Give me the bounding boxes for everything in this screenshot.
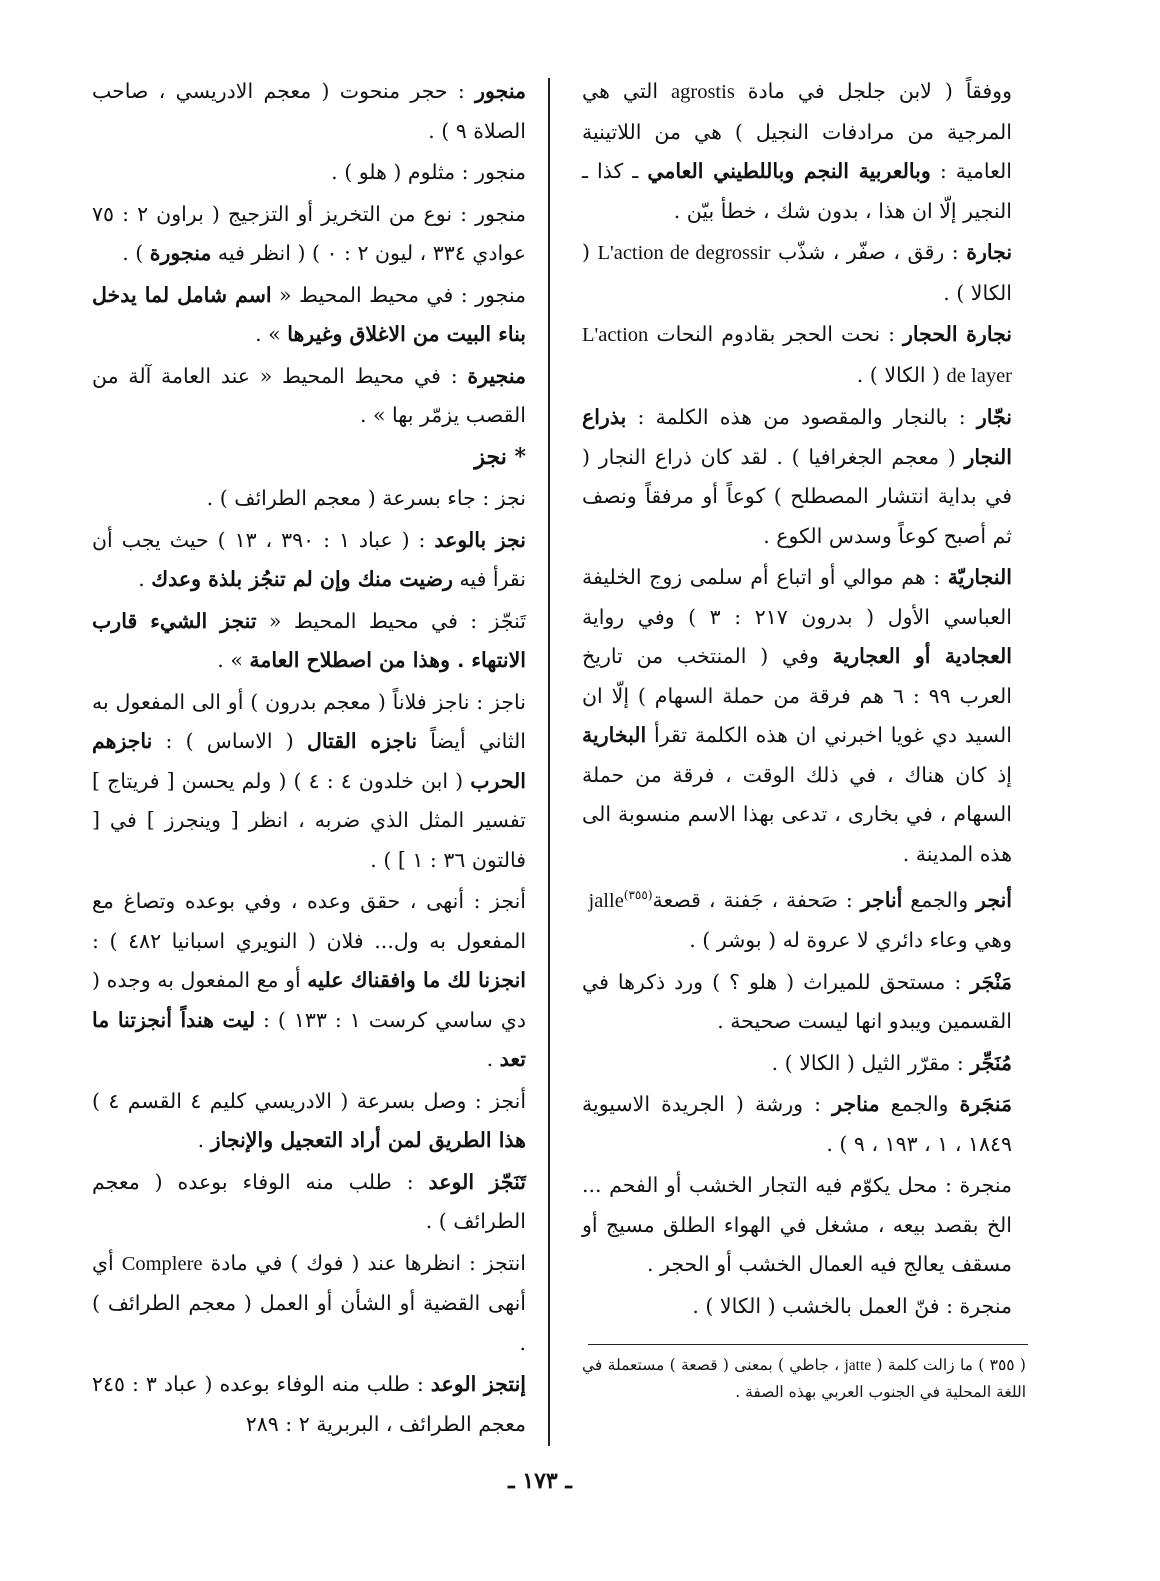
headword: أنجر	[976, 887, 1012, 912]
entry-paragraph: مَنْجَر : مستحق للميراث ( هلو ؟ ) ورد ذكرها في القسمين ويبدو انها ليست صحيحة .	[582, 969, 1012, 1034]
headword: مُنَجِّر	[970, 1050, 1012, 1075]
entry-paragraph: أنجز : وصل بسرعة ( الادريسي كليم ٤ القسم ٤ ) هذا الطريق لمن أراد التعجيل والإنجاز .	[92, 1088, 527, 1152]
headword: منجيرة	[467, 363, 526, 388]
headword: منجور	[475, 79, 526, 103]
footnote-marker: (٣٥٥)	[623, 888, 653, 902]
entry-paragraph: أنجر والجمع أناجر : صَحفة ، جَفنة ، قصعة$^{(٣٥٥)}$ jalle وهي وعاء دائري لا عروة له ( بوشر ) .	[582, 887, 1012, 953]
footnote: ( ٣٥٥ ) ما زالت كلمة ( jatte ، جاطي ) بمعنى ( قصعة ) مستعملة في اللغة المحلية في الجنوب العربي بهذه الصفة .	[582, 1356, 1026, 1401]
headword: مَنجَرة	[959, 1092, 1013, 1117]
headword: نجارة الحجار	[903, 322, 1013, 346]
entry-paragraph: منجور : حجر منحوت ( معجم الادريسي ، صاحب الصلاة ٩ ) .	[92, 79, 526, 143]
left-column	[92, 72, 526, 1446]
entry-paragraph: نجز بالوعد : ( عباد ١ : ٣٩٠ ، ١٣ ) حيث يجب أن نقرأ فيه رضيت منك وإن لم تنجُز بلذة وعدك .	[92, 527, 526, 591]
entry-paragraph: منجور : في محيط المحيط « اسم شامل لما يدخل بناء البيت من الاغلاق وغيرها » .	[92, 282, 526, 346]
entry-paragraph: منجيرة : في محيط المحيط « عند العامة آلة من القصب يزمّر بها » .	[92, 363, 526, 427]
entry-paragraph: تَنَجّز الوعد : طلب منه الوفاء بوعده ( معجم الطرائف ) .	[92, 1169, 526, 1233]
page-number: ـ ١٧٣ ـ	[508, 1468, 572, 1494]
entry-paragraph: إنتجز الوعد : طلب منه الوفاء بوعده ( عباد ٣ : ٢٤٥ معجم الطرائف ، البربرية ٢ : ٢٨٩	[92, 1372, 527, 1436]
entry-paragraph: نجز : جاء بسرعة ( معجم الطرائف ) .	[206, 486, 526, 510]
entry-paragraph: ووفقاً ( لابن جلجل في مادة agrostis التي هي المرجية من مرادفات النجيل ) هي من اللاتينية العامية : وبالعربية النجم وباللطيني العامي ـ كذا ـ النجير إلّا ان هذا ، بدون شك ، خطأ بيّن .	[582, 79, 1012, 223]
footnote-rule	[588, 1344, 1028, 1345]
entry-paragraph: نجّار : بالنجار والمقصود من هذه الكلمة : بذراع النجار ( معجم الجغرافيا ) . لقد كان ذراع النجار ( في بداية انتشار المصطلح ) كوعاً أو مرفقاً ونصف ثم أصبح كوعاً وسدس الكوع .	[582, 405, 1012, 548]
headword: نجّار	[976, 405, 1012, 429]
entry-paragraph: ناجز : ناجز فلاناً ( معجم بدرون ) أو الى المفعول به الثاني أيضاً ناجزه القتال ( الاساس ) : ناجزهم الحرب ( ابن خلدون ٤ : ٤ ) ( ولم يحسن [ فريتاج ] تفسير المثل الذي ضربه ، انظر [ وينجرز ] في [ فالتون ٣٦ : ١ ] ) .	[92, 689, 527, 872]
headword: تَنَجّز الوعد	[428, 1169, 526, 1194]
entry-paragraph: انتجز : انظرها عند ( فوك ) في مادة Complere أي أنهى القضية أو الشأن أو العمل ( معجم الطرائف ) .	[92, 1250, 526, 1355]
entry-paragraph: مَنجَرة والجمع مناجر : ورشة ( الجريدة الاسيوية ١٨٤٩ ، ١ ، ١٩٣ ، ٩ ) .	[582, 1092, 1013, 1156]
right-column	[582, 72, 1012, 1328]
column-divider	[548, 78, 550, 1446]
headword: مَنْجَر	[970, 969, 1012, 994]
entry-paragraph: نجارة الحجار : نحت الحجر بقادوم النحات L'action de layer ( الكالا ) .	[582, 322, 1013, 387]
headword: إنتجز الوعد	[430, 1372, 527, 1396]
entry-paragraph: تَنجّز : في محيط المحيط « تنجز الشيء قارب الانتهاء . وهذا من اصطلاح العامة » .	[92, 608, 526, 672]
entry-paragraph: منجرة : فنّ العمل بالخشب ( الكالا ) .	[692, 1293, 1012, 1318]
section-heading: * نجز	[474, 443, 526, 470]
headword: نجارة	[966, 240, 1013, 264]
headword: نجز بالوعد	[434, 527, 526, 552]
entry-paragraph: النجاريّة : هم موالي أو اتباع أم سلمى زوج الخليفة العباسي الأول ( بدرون ٢١٧ : ٣ ) وفي رواية العجادية أو العجارية وفي ( المنتخب من تاريخ العرب ٩٩ : ٦ هم فرقة من حملة السهام ) إلّا ان السيد دي غويا اخبرني ان هذه الكلمة تقرأ البخارية إذ كان هناك ، في ذلك الوقت ، فرقة من حملة السهام ، في بخارى ، تدعى بهذا الاسم منسوبة الى هذه المدينة .	[582, 565, 1013, 866]
entry-paragraph: منجور : نوع من التخريز أو التزجيج ( براون ٢ : ٧٥ عوادي ٣٣٤ ، ليون ٢ : ٠ ) ( انظر فيه منجورة ) .	[92, 201, 526, 265]
entry-paragraph: منجور : مثلوم ( هلو ) .	[331, 160, 526, 184]
headword: النجاريّة	[947, 565, 1012, 589]
entry-paragraph: منجرة : محل يكوّم فيه التجار الخشب أو الفحم ... الخ بقصد بيعه ، مشغل في الهواء الطلق مسيج أو مسقف يعالج فيه العمال الخشب أو الحجر .	[582, 1173, 1012, 1277]
entry-paragraph: نجارة : رقق ، صفّر ، شذّب L'action de degrossir ( الكالا ) .	[582, 240, 1013, 305]
entry-paragraph: مُنَجِّر : مقرّر الثيل ( الكالا ) .	[771, 1050, 1012, 1075]
entry-paragraph: أنجز : أنهى ، حقق وعده ، وفي بوعده وتصاغ مع المفعول به ول... فلان ( النويري اسبانيا ٤٨٢ ) : انجزنا لك ما وافقناك عليه أو مع المفعول به وجده ( دي ساسي كرست ١ : ١٣٣ ) : ليت هنداً أنجزتنا ما تعد .	[92, 889, 527, 1071]
